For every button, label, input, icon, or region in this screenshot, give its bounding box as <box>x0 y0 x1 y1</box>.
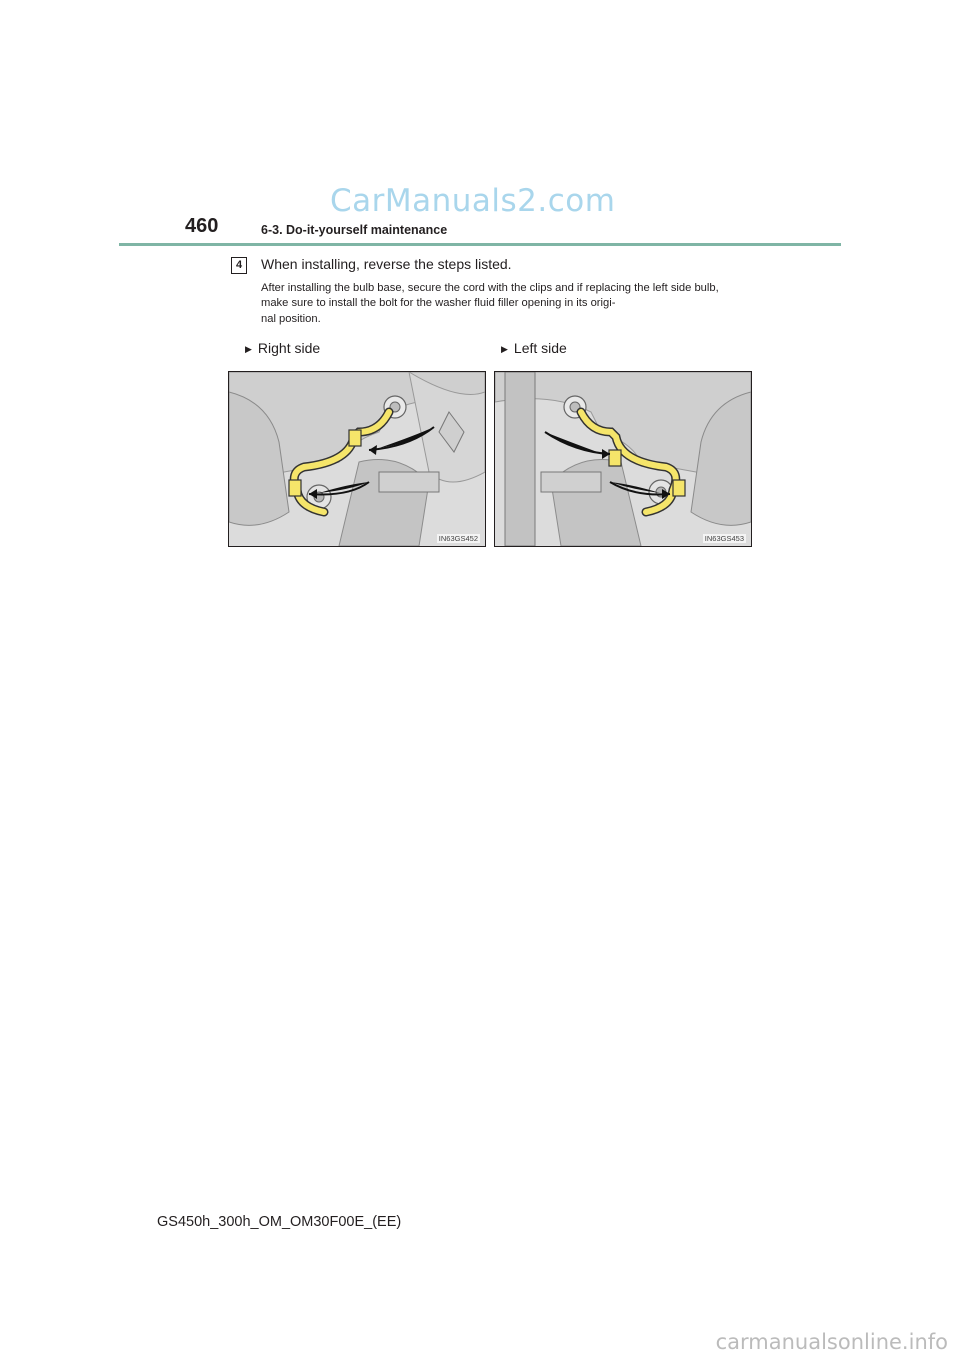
section-title: 6-3. Do-it-yourself maintenance <box>261 223 448 237</box>
watermark-logo: CarManuals2.com <box>330 183 616 219</box>
watermark-footer: carmanualsonline.info <box>715 1330 948 1354</box>
engine-bay-illustration-right <box>229 372 485 546</box>
step-number-badge: 4 <box>231 257 247 274</box>
page-number: 460 <box>185 215 219 237</box>
figure-right-side <box>228 371 486 547</box>
figure-code: IN63GS453 <box>704 534 744 543</box>
figure-label-right-side <box>245 340 320 356</box>
figure-label-text: Left side <box>513 340 567 356</box>
step-note: After installing the bulb base, secure the cord with the clips and if replacing the left side bulb, make sure to install the bolt for the washer fluid filler opening in its origi- nal position. <box>261 282 719 325</box>
figure-label-left-side <box>501 340 567 356</box>
step-instruction: When installing, reverse the steps listed. <box>261 256 512 272</box>
figure-left-side <box>494 371 752 547</box>
engine-bay-illustration-left <box>495 372 751 546</box>
triangle-bullet-icon: ▶ <box>245 344 252 354</box>
header-rule <box>119 243 841 246</box>
triangle-bullet-icon: ▶ <box>501 344 508 354</box>
footer-document-code: GS450h_300h_OM_OM30F00E_(EE) <box>157 1214 402 1230</box>
figure-code: IN63GS452 <box>438 534 478 543</box>
figure-label-text: Right side <box>257 340 321 356</box>
